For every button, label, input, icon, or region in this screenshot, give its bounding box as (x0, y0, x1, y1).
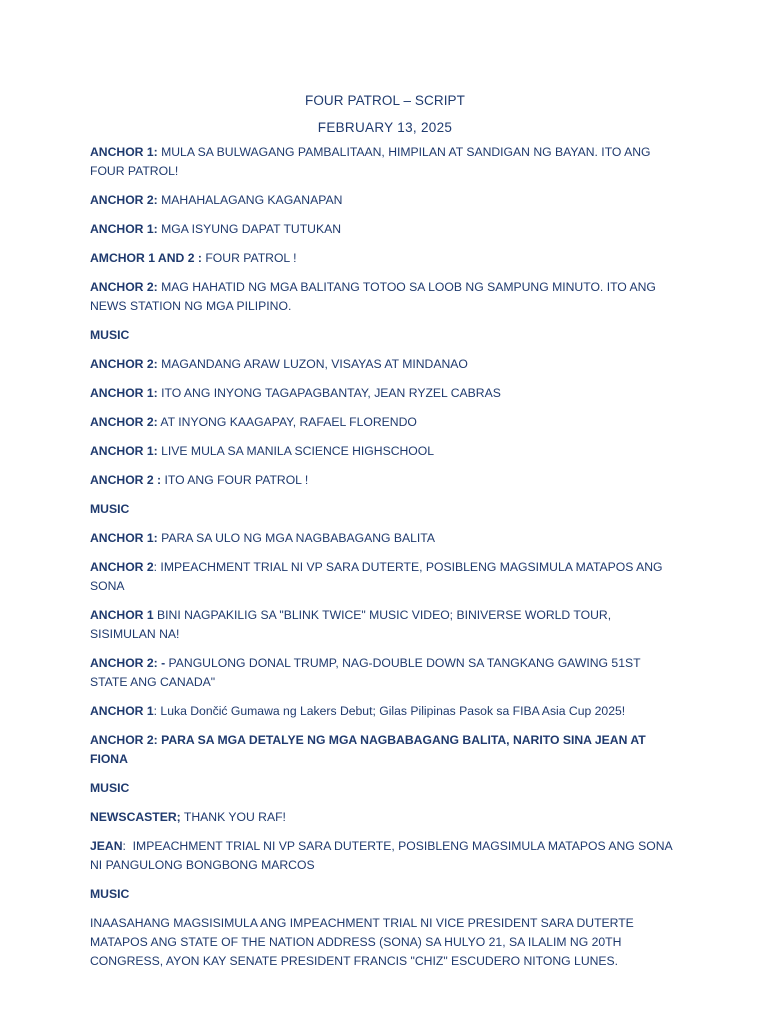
line-text: : IMPEACHMENT TRIAL NI VP SARA DUTERTE, POSIBLENG MAGSIMULA MATAPOS ANG SONA (90, 560, 666, 593)
script-line (90, 220, 680, 239)
script-line (90, 249, 680, 268)
speaker-label: ANCHOR 1: (90, 444, 158, 458)
speaker-label: MUSIC (90, 502, 130, 516)
script-line (90, 529, 680, 548)
document-title: FOUR PATROL – SCRIPT (304, 93, 466, 108)
speaker-label: AMCHOR 1 AND 2 : (90, 251, 202, 265)
speaker-label: ANCHOR 1: (90, 222, 158, 236)
script-line (90, 355, 680, 374)
line-text: BINI NAGPAKILIG SA "BLINK TWICE" MUSIC VIDEO; BINIVERSE WORLD TOUR, SISIMULAN NA! (90, 608, 615, 641)
script-line (90, 191, 680, 210)
script-line (90, 914, 680, 971)
speaker-label: MUSIC (90, 887, 130, 901)
script-line (90, 837, 680, 875)
line-text: ITO ANG FOUR PATROL ! (161, 473, 309, 487)
line-text: ITO ANG INYONG TAGAPAGBANTAY, JEAN RYZEL CABRAS (157, 386, 501, 400)
script-line (90, 885, 680, 904)
script-line (90, 471, 680, 490)
line-text: MAHAHALAGANG KAGANAPAN (157, 193, 343, 207)
line-text: THANK YOU RAF! (180, 810, 286, 824)
script-line (90, 278, 680, 316)
line-text: FOUR PATROL ! (201, 251, 297, 265)
line-text: MAGANDANG ARAW LUZON, VISAYAS AT MINDANAO (157, 357, 468, 371)
speaker-label: ANCHOR 1: (90, 145, 158, 159)
line-text: INAASAHANG MAGSISIMULA ANG IMPEACHMENT TRIAL NI VICE PRESIDENT SARA DUTERTE MATAPOS ANG STATE OF THE NATION ADDRESS (SONA) SA HULYO 21, SA ILALIM NG 20TH CONGRESS, AYON KAY SENATE PRESIDENT FRANCIS "CHIZ" ESCUDERO NITONG LUNES. (90, 916, 638, 968)
line-text: MGA ISYUNG DAPAT TUTUKAN (157, 222, 342, 236)
line-text: AT INYONG KAAGAPAY, RAFAEL FLORENDO (157, 415, 417, 429)
speaker-label: MUSIC (90, 781, 130, 795)
speaker-label: ANCHOR 2: (90, 733, 158, 747)
line-text: PARA SA ULO NG MGA NAGBABAGANG BALITA (157, 531, 435, 545)
speaker-label: ANCHOR 2: (90, 415, 158, 429)
speaker-label: ANCHOR 2: (90, 193, 158, 207)
line-text: : IMPEACHMENT TRIAL NI VP SARA DUTERTE, POSIBLENG MAGSIMULA MATAPOS ANG SONA NI PANGULONG BONGBONG MARCOS (90, 839, 676, 872)
speaker-label: ANCHOR 2: (90, 280, 158, 294)
script-line (90, 500, 680, 519)
script-line (90, 326, 680, 345)
line-text: LIVE MULA SA MANILA SCIENCE HIGHSCHOOL (157, 444, 435, 458)
script-line (90, 808, 680, 827)
script-body (90, 92, 680, 981)
speaker-label: ANCHOR 2 (90, 560, 154, 574)
speaker-label: ANCHOR 1 (90, 704, 154, 718)
script-line (90, 413, 680, 432)
script-line (90, 702, 680, 721)
script-line (90, 442, 680, 461)
script-line (90, 606, 680, 644)
speaker-label: ANCHOR 1 (90, 608, 154, 622)
speaker-label: JEAN (90, 839, 123, 853)
speaker-label: NEWSCASTER; (90, 810, 181, 824)
speaker-label: MUSIC (90, 328, 130, 342)
line-text: MAG HAHATID NG MGA BALITANG TOTOO SA LOOB NG SAMPUNG MINUTO. ITO ANG NEWS STATION NG MGA PILIPINO. (90, 280, 660, 313)
line-text: PARA SA MGA DETALYE NG MGA NAGBABAGANG BALITA, NARITO SINA JEAN AT FIONA (90, 733, 650, 766)
line-text: : Luka Dončić Gumawa ng Lakers Debut; Gilas Pilipinas Pasok sa FIBA Asia Cup 2025! (153, 704, 626, 718)
script-line (90, 143, 680, 181)
script-line (90, 779, 680, 798)
script-line (90, 384, 680, 403)
document-date: FEBRUARY 13, 2025 (317, 120, 453, 135)
line-text: MULA SA BULWAGANG PAMBALITAAN, HIMPILAN AT SANDIGAN NG BAYAN. ITO ANG FOUR PATROL! (90, 145, 654, 178)
speaker-label: ANCHOR 2: (90, 357, 158, 371)
script-line (90, 731, 680, 769)
script-line (90, 558, 680, 596)
speaker-label: ANCHOR 2 : (90, 473, 162, 487)
speaker-label: ANCHOR 2: - (90, 656, 166, 670)
speaker-label: ANCHOR 1: (90, 386, 158, 400)
script-line (90, 654, 680, 692)
speaker-label: ANCHOR 1: (90, 531, 158, 545)
line-text: PANGULONG DONAL TRUMP, NAG-DOUBLE DOWN SA TANGKANG GAWING 51ST STATE ANG CANADA" (90, 656, 644, 689)
